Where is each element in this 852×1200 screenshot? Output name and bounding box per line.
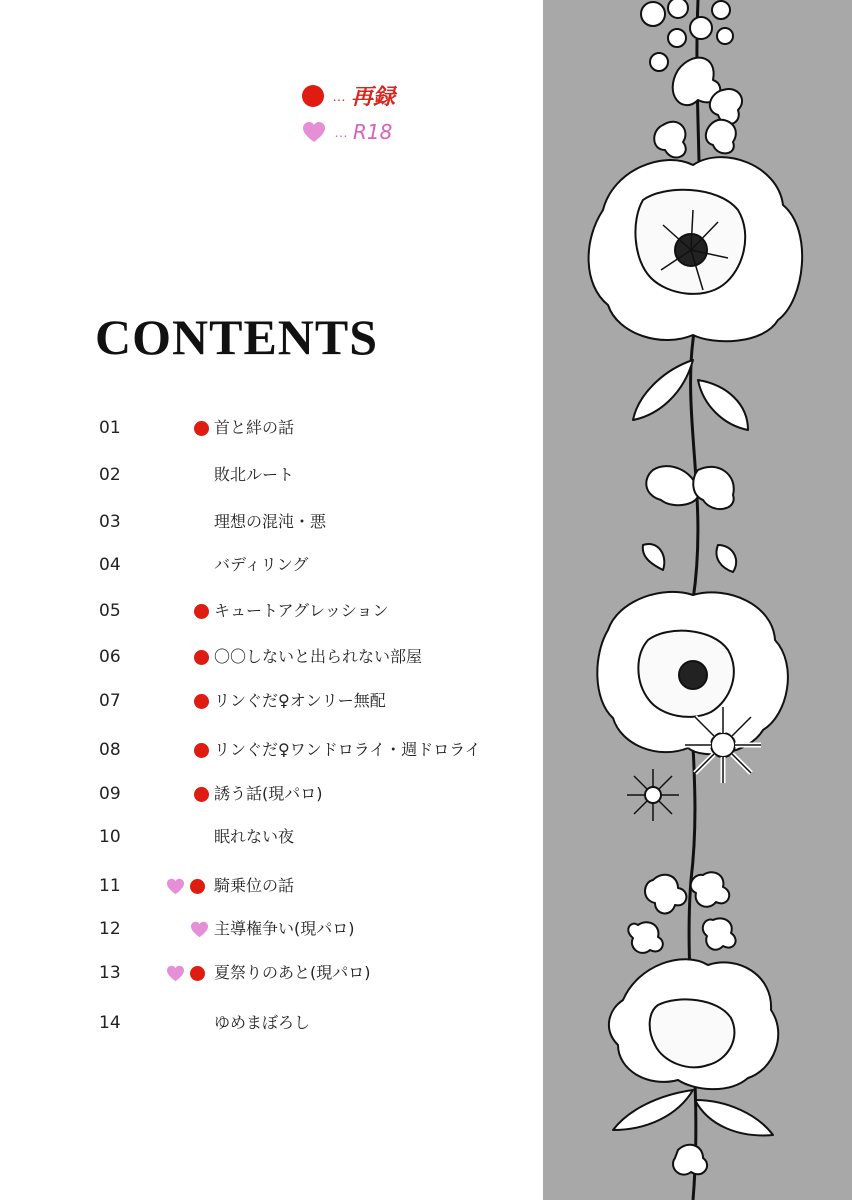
toc-entry — [0, 460, 540, 490]
pink-heart-icon — [166, 878, 185, 895]
toc-entry-title: 首と絆の話 — [214, 418, 295, 437]
red-dot-icon — [302, 85, 324, 107]
toc-entry — [0, 642, 540, 672]
toc-entry-title: バディリング — [214, 555, 309, 574]
legend-r18 — [302, 120, 392, 144]
red-dot-icon — [194, 650, 209, 665]
toc-entry — [0, 914, 540, 944]
toc-entry-number: 09 — [99, 784, 121, 804]
toc-entry-title: ゆめまぼろし — [214, 1013, 311, 1032]
toc-entry — [0, 822, 540, 852]
toc-entry-title: 眠れない夜 — [214, 827, 295, 846]
pink-heart-icon — [166, 965, 185, 982]
floral-decoration-panel — [543, 0, 852, 1200]
toc-entry — [0, 550, 540, 580]
red-dot-icon — [190, 879, 205, 894]
red-dot-icon — [194, 743, 209, 758]
toc-entry-title: 敗北ルート — [214, 465, 295, 484]
toc-entry — [0, 686, 540, 716]
toc-entry-title: 騎乗位の話 — [214, 876, 295, 895]
toc-entry-number: 02 — [99, 465, 121, 485]
toc-entry-number: 01 — [99, 418, 121, 438]
red-dot-icon — [190, 966, 205, 981]
toc-entry-number: 14 — [99, 1013, 121, 1033]
toc-entry-number: 08 — [99, 740, 121, 760]
legend-ellipsis: … — [334, 124, 349, 140]
toc-entry-number: 10 — [99, 827, 121, 847]
toc-entry-number: 12 — [99, 919, 121, 939]
red-dot-icon — [194, 604, 209, 619]
toc-entry — [0, 735, 540, 765]
toc-entry-number: 11 — [99, 876, 121, 896]
legend-reprint-label: 再録 — [351, 85, 396, 110]
toc-entry-number: 04 — [99, 555, 121, 575]
toc-entry-number: 07 — [99, 691, 121, 711]
toc-entry-number: 13 — [99, 963, 121, 983]
toc-entry-number: 03 — [99, 512, 121, 532]
red-dot-icon — [194, 421, 209, 436]
floral-vine-illustration — [543, 0, 852, 1200]
toc-entry-number: 06 — [99, 647, 121, 667]
toc-entry — [0, 1008, 540, 1038]
toc-entry-title: 主導権争い(現パロ) — [214, 919, 355, 938]
toc-entry — [0, 779, 540, 809]
toc-entry — [0, 413, 540, 443]
toc-entry-title: 〇〇しないと出られない部屋 — [214, 647, 423, 666]
toc-entry — [0, 958, 540, 988]
pink-heart-icon — [190, 921, 209, 938]
red-dot-icon — [194, 694, 209, 709]
toc-entry-title: 理想の混沌・悪 — [214, 512, 327, 531]
toc-entry-title: 誘う話(現パロ) — [214, 784, 323, 803]
legend-r18-label: R18 — [353, 120, 393, 144]
toc-entry — [0, 871, 540, 901]
toc-entry-title: リンぐだ♀オンリー無配 — [214, 691, 386, 710]
legend-reprint — [302, 80, 395, 111]
toc-entry-title: キュートアグレッション — [214, 601, 389, 620]
toc-entry — [0, 507, 540, 537]
page-title: CONTENTS — [95, 309, 379, 365]
pink-heart-icon — [302, 121, 326, 143]
toc-entry-title: リンぐだ♀ワンドロライ・週ドロライ — [214, 740, 481, 759]
legend-ellipsis: … — [332, 87, 347, 104]
toc-entry-title: 夏祭りのあと(現パロ) — [214, 963, 371, 982]
red-dot-icon — [194, 787, 209, 802]
toc-entry — [0, 596, 540, 626]
toc-entry-number: 05 — [99, 601, 121, 621]
